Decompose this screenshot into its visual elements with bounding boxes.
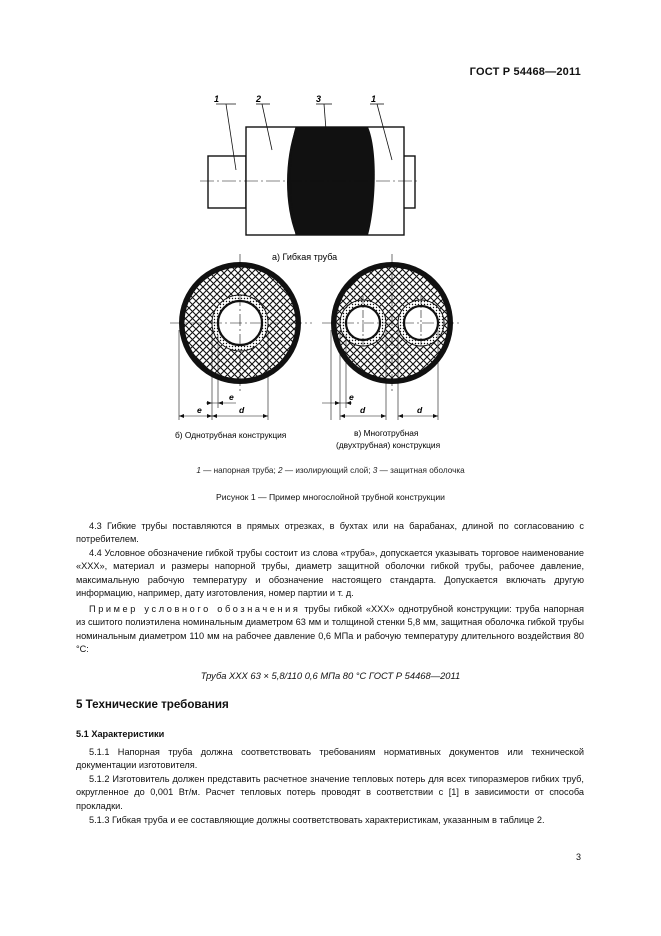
legend-text-3: — защитная оболочка — [377, 466, 465, 475]
subcaption-b: б) Однотрубная конструкция — [175, 430, 287, 440]
legend-num-1: 1 — [196, 466, 201, 475]
paragraph-5-1-2-text: 5.1.2 Изготовитель должен представить расчетное значение тепловых потерь для всех типоразмеров гибких труб, округленное до 0,001 Вт/м. Расчет тепловых потерь проводят в соответствии с [1] в зависимости от способа прокладки. — [76, 774, 584, 811]
example-rest: трубы гибкой «ХХХ» однотрубной конструкции: труба напорная из сшитого полиэтилена номинальным диаметром 63 мм и толщиной стенки 5,8 мм, защитная оболочка гибкой трубы номинальным диаметром 110 мм на рабочее давление 0,6 МПа и рабочую температуру длительного воздействия 80 °С: — [76, 604, 585, 655]
callout-2: 2 — [256, 94, 262, 104]
section-5-1-heading: 5.1 Характеристики — [76, 729, 165, 739]
dim-d-right-1: d — [360, 405, 366, 415]
paragraph-5-1-1-text: 5.1.1 Напорная труба должна соответствовать требованиям нормативных документов или технической документации изготовителя. — [76, 747, 584, 771]
figure-legend — [0, 466, 661, 475]
single-pipe-section — [170, 254, 312, 420]
legend-text-1: — напорная труба; — [200, 466, 279, 475]
paragraph-5-1-2 — [76, 773, 584, 813]
dim-d-right-2: d — [417, 405, 423, 415]
section-5-heading: 5 Технические требования — [76, 698, 229, 711]
legend-text-2: — изолирующий слой; — [282, 466, 373, 475]
page-number: 3 — [576, 852, 582, 862]
designation-example: Труба ХХХ 63 × 5,8/110 0,6 МПа 80 °С ГОСТ Р 54468—2011 — [200, 670, 461, 681]
document-header: ГОСТ Р 54468—2011 — [469, 66, 581, 78]
figure-caption: Рисунок 1 — Пример многослойной трубной конструкции — [216, 492, 445, 502]
twin-pipe-section — [322, 254, 462, 420]
subcaption-v-line1: в) Многотрубная — [354, 428, 419, 438]
legend-num-2: 2 — [278, 466, 283, 475]
callout-1-right: 1 — [371, 94, 377, 104]
example-paragraph — [76, 603, 584, 657]
paragraph-4-4 — [76, 547, 584, 601]
dim-e-top: e — [229, 392, 234, 402]
paragraph-5-1-1 — [76, 746, 584, 773]
callout-1-left: 1 — [214, 94, 220, 104]
subcaption-v-line2: (двухтрубная) конструкция — [336, 440, 441, 450]
callout-3: 3 — [316, 94, 322, 104]
dim-e-left: e — [197, 405, 202, 415]
dim-e-right: e — [349, 392, 354, 402]
subcaption-a: а) Гибкая труба — [272, 252, 338, 262]
dim-d-left: d — [239, 405, 245, 415]
paragraph-5-1-3-text: 5.1.3 Гибкая труба и ее составляющие должны соответствовать характеристикам, указанным в таблице 2. — [89, 815, 545, 825]
example-lead: Пример условного обозначения — [89, 604, 301, 614]
legend-num-3: 3 — [372, 466, 378, 475]
paragraph-4-3-text: 4.3 Гибкие трубы поставляются в прямых отрезках, в бухтах или на барабанах, длиной по согласованию с потребителем. — [76, 521, 584, 545]
paragraph-4-3 — [76, 520, 584, 547]
paragraph-4-4-text: 4.4 Условное обозначение гибкой трубы состоит из слова «труба», допускается указывать торговое наименование «ХХХ», материал и размеры напорной трубы, диаметр защитной оболочки гибкой трубы, рабочее давление, максимальную рабочую температуру и обозначение настоящего стандарта. Допускается включать другую информацию, например, дату изготовления, номер партии и т. д. — [76, 548, 584, 599]
paragraph-5-1-3 — [76, 814, 584, 827]
flexible-pipe-drawing — [200, 104, 420, 235]
